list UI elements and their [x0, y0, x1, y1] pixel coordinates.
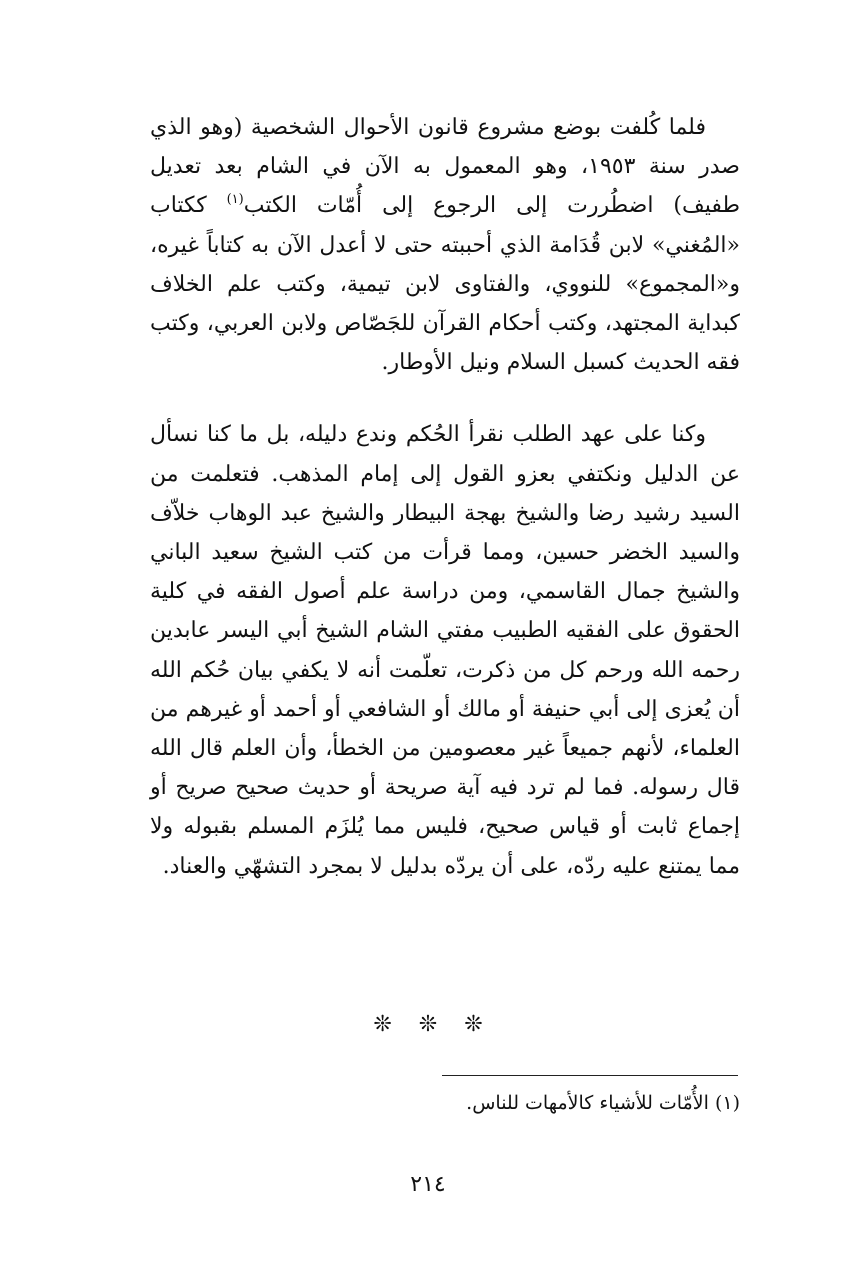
- paragraph-1-text-start: فلما كُلفت بوضع مشروع قانون الأحوال الشخصية (وهو الذي صدر سنة ١٩٥٣، وهو المعمول به الآن في الشام بعد تعديل طفيف) اضطُررت إلى الرجوع إلى أُمّات الكتب: [150, 115, 740, 219]
- page-number: ٢١٤: [410, 1172, 446, 1197]
- paragraph-1: [150, 108, 740, 382]
- separator-asterism-icon: ❊: [464, 1012, 483, 1037]
- footnote-marker: (١): [714, 1092, 740, 1114]
- footnote-text: الأُمّات للأشياء كالأمهات للناس.: [466, 1092, 709, 1114]
- paragraph-2: وكنا على عهد الطلب نقرأ الحُكم وندع دليله، بل ما كنا نسأل عن الدليل ونكتفي بعزو القول إلى إمام المذهب. فتعلمت من السيد رشيد رضا والشيخ بهجة البيطار والشيخ عبد الوهاب خلاّف والسيد الخضر حسين، ومما قرأت من كتب الشيخ سعيد الباني والشيخ جمال القاسمي، ومن دراسة علم أصول الفقه في كلية الحقوق على الفقيه الطبيب مفتي الشام الشيخ أبي اليسر عابدين رحمه الله ورحم كل من ذكرت، تعلّمت أنه لا يكفي بيان حُكم الله أن يُعزى إلى أبي حنيفة أو مالك أو الشافعي أو أحمد أو غيرهم من العلماء، لأنهم جميعاً غير معصومين من الخطأ، وأن العلم قال الله قال رسوله. فما لم ترد فيه آية صريحة أو حديث صحيح صريح أو إجماع ثابت أو قياس صحيح، فليس مما يُلزَم المسلم بقبوله ولا مما يمتنع عليه ردّه، على أن يردّه بدليل لا بمجرد التشهّي والعناد.: [150, 422, 740, 879]
- footnote: [150, 1086, 740, 1120]
- section-separator: [0, 1012, 856, 1037]
- paragraph-1-text-end: ككتاب «المُغني» لابن قُدَامة الذي أحببته حتى لا أعدل الآن به كتاباً غيره، و«المجموع» للنووي، والفتاوى لابن تيمية، وكتب علم الخلاف كبداية المجتهد، وكتب أحكام القرآن للجَصّاص ولابن العربي، وكتب فقه الحديث كسبل السلام ونيل الأوطار.: [150, 193, 740, 376]
- separator-asterism-icon: ❊: [373, 1012, 392, 1037]
- footnote-divider: [442, 1075, 738, 1076]
- body-text: [150, 108, 740, 886]
- footnote-reference: (١): [226, 192, 244, 208]
- separator-asterism-icon: ❊: [418, 1012, 438, 1037]
